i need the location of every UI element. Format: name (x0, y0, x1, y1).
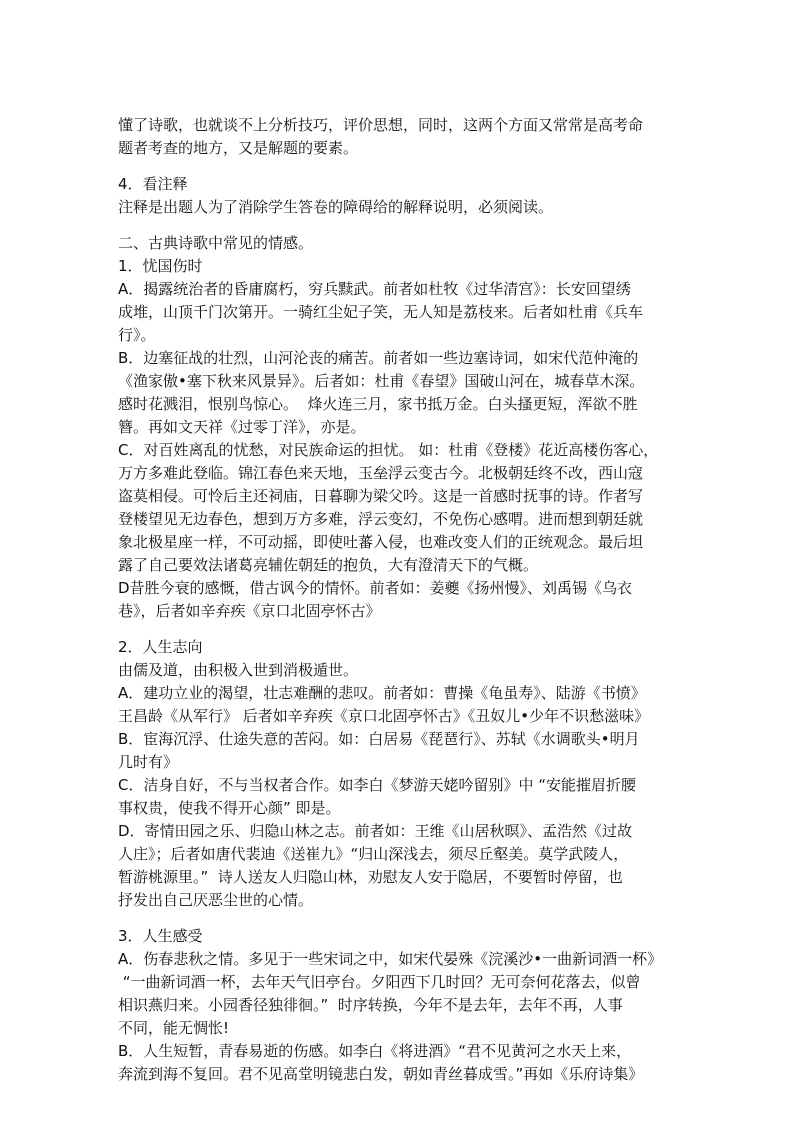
text-line: D昔胜今衰的感慨，借古讽今的情怀。前者如：姜夔《扬州慢》、刘禹锡《乌衣 (118, 579, 633, 597)
text-line: 抒发出自己厌恶尘世的心情。 (118, 891, 314, 909)
text-line: 簪。再如文天祥《过零丁洋》，亦是。 (118, 418, 366, 436)
text-line: B．人生短暂，青春易逝的伤感。如李白《将进酒》“君不见黄河之水天上来， (118, 1042, 632, 1060)
section-notes (118, 173, 690, 219)
text-line: C．洁身自好，不与当权者合作。如李白《梦游天姥吟留别》中 “安能摧眉折腰 (118, 776, 637, 794)
text-line: 几时有》 (118, 753, 179, 771)
text-line: D．寄情田园之乐、归隐山林之志。前者如：王维《山居秋暝》、孟浩然《过故 (118, 822, 633, 840)
text-line: 注释是出题人为了消除学生答卷的障碍给的解释说明，必须阅读。 (118, 198, 554, 216)
text-line: 登楼望见无边春色，想到万方多难，浮云变幻，不免伤心感喟。进而想到朝廷就 (118, 510, 644, 528)
text-line: B．宦海沉浮、仕途失意的苦闷。如：白居易《琵琶行》、苏轼《水调歌头•明月 (118, 730, 640, 748)
text-line: 《渔家傲•塞下秋来风景异》。后者如：杜甫《春望》国破山河在，城春草木深。 (118, 372, 645, 390)
section-heading: 4．看注释 (118, 175, 188, 193)
text-line: 万方多难此登临。锦江春色来天地，玉垒浮云变古今。北极朝廷终不改，西山寇 (118, 464, 644, 482)
text-line: 奔流到海不复回。君不见高堂明镜悲白发，朝如青丝暮成雪。”再如《乐府诗集》 (118, 1065, 644, 1083)
text-line: 盗莫相侵。可怜后主还祠庙，日暮聊为梁父吟。这是一首感时抚事的诗。作者写 (118, 487, 644, 505)
document-page (118, 114, 690, 1086)
subsection-heading: 3．人生感受 (118, 927, 203, 945)
text-line: 行》。 (118, 326, 156, 344)
text-line: C．对百姓离乱的忧愁，对民族命运的担忧。 如：杜甫《登楼》花近高楼伤客心， (118, 441, 659, 459)
section-life-feelings (118, 925, 690, 1086)
text-line: “一曲新词酒一杯，去年天气旧亭台。夕阳西下几时回？无可奈何花落去，似曾 (118, 973, 641, 991)
text-line: 人庄》；后者如唐代裴迪《送崔九》“归山深浅去，须尽丘壑美。莫学武陵人， (118, 845, 629, 863)
text-line: B．边塞征战的壮烈，山河沦丧的痛苦。前者如一些边塞诗词，如宋代范仲淹的 (118, 349, 639, 367)
text-line: A．伤春悲秋之情。多见于一些宋词之中，如宋代晏殊《浣溪沙•一曲新词酒一杯》 (118, 950, 663, 968)
subsection-heading: 1．忧国伤时 (118, 257, 203, 275)
section-life-aspiration (118, 636, 690, 912)
text-line: 暂游桃源里。” 诗人送友人归隐山林，劝慰友人安于隐居，不要暂时停留，也 (118, 868, 623, 886)
text-line: 巷》，后者如辛弃疾《京口北固亭怀古》 (118, 602, 381, 620)
section-heading: 二、古典诗歌中常见的情感。 (118, 234, 314, 252)
text-line: 感时花溅泪，恨别鸟惊心。 烽火连三月，家书抵万金。白头搔更短，浑欲不胜 (118, 395, 638, 413)
text-line: 相识燕归来。小园香径独徘徊。” 时序转换，今年不是去年，去年不再，人事 (118, 996, 623, 1014)
text-line: 王昌龄《从军行》 后者如辛弃疾《京口北固亭怀古》《丑奴儿•少年不识愁滋味》 (118, 707, 650, 725)
subsection-heading: 2．人生志向 (118, 638, 203, 656)
text-line: A．揭露统治者的昏庸腐朽，穷兵黩武。前者如杜牧《过华清宫》：长安回望绣 (118, 280, 631, 298)
text-line: 露了自己要效法诸葛亮辅佐朝廷的抱负，大有澄清天下的气概。 (118, 556, 539, 574)
text-line: 由儒及道，由积极入世到消极遁世。 (118, 661, 359, 679)
text-line: 不同，能无惆怅! (118, 1019, 230, 1037)
text-line: 成堆，山顶千门次第开。一骑红尘妃子笑，无人知是荔枝来。后者如杜甫《兵车 (118, 303, 644, 321)
text-line: 题者考查的地方，又是解题的要素。 (118, 139, 359, 157)
text-line: 象北极星座一样，不可动摇，即使吐蕃入侵，也难改变人们的正统观念。最后坦 (118, 533, 644, 551)
text-line: A．建功立业的渴望，壮志难酬的悲叹。前者如：曹操《龟虽寿》、陆游《书愤》 (118, 684, 646, 702)
section-emotions (118, 232, 690, 623)
text-line: 事权贵，使我不得开心颜” 即是。 (118, 799, 341, 817)
text-line: 懂了诗歌，也就谈不上分析技巧，评价思想，同时，这两个方面又常常是高考命 (118, 116, 644, 134)
paragraph-intro (118, 114, 690, 160)
